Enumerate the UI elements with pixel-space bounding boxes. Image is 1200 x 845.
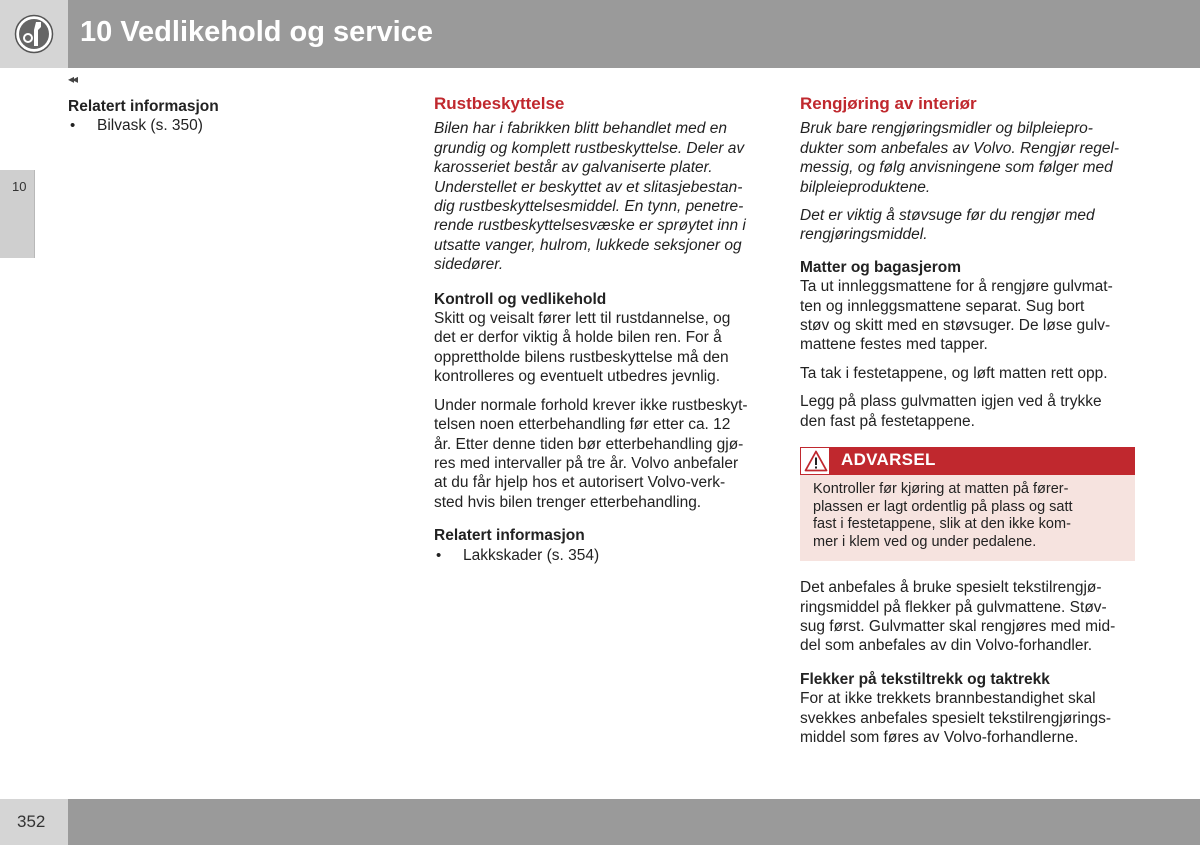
- wrench-service-icon: [14, 14, 54, 54]
- text-line: messig, og følg anvisningene som følger med: [800, 159, 1113, 177]
- text-line: mer i klem ved og under pedalene.: [813, 533, 1037, 550]
- matter-paragraph-3: [800, 392, 1135, 431]
- page-footer: [0, 799, 1200, 845]
- subheading-matter: Matter og bagasjerom: [800, 258, 962, 276]
- chapter-tab[interactable]: [0, 170, 35, 258]
- warning-triangle-icon: [804, 450, 828, 472]
- text-line: opprettholde bilens rustbeskyttelse må den: [434, 348, 729, 366]
- rengjoring-intro-paragraph-1: [800, 119, 1135, 197]
- text-line: år. Etter denne tiden bør etterbehandling gjø-: [434, 435, 744, 453]
- text-line: Ta ut innleggsmattene for å rengjøre gulvmat-: [800, 278, 1113, 296]
- warning-box: [800, 447, 1135, 561]
- text-line: at du får hjelp hos et autorisert Volvo-verk-: [434, 474, 726, 492]
- text-line: svekkes anbefales spesielt tekstilrengjørings-: [800, 709, 1111, 727]
- back-arrows-icon[interactable]: ◂◂: [68, 72, 77, 86]
- header-icon-box: [0, 0, 68, 68]
- text-line: Kontroller før kjøring at matten på fører-: [813, 481, 1069, 498]
- warning-title: ADVARSEL: [841, 450, 936, 470]
- kontroll-paragraph-2: [434, 396, 764, 512]
- text-line: den fast på festetappene.: [800, 412, 975, 430]
- text-line: For at ikke trekkets brannbestandighet skal: [800, 690, 1096, 708]
- text-line: karosseriet består av galvaniserte plater.: [434, 159, 713, 177]
- warning-header: [800, 447, 1135, 475]
- text-line: sidedører.: [434, 256, 504, 274]
- page-number-box: [0, 799, 68, 845]
- section-title-rustbeskyttelse: Rustbeskyttelse: [434, 94, 565, 113]
- text-line: støv og skitt med en støvsuger. De løse gulv-: [800, 317, 1111, 335]
- text-line: del som anbefales av din Volvo-forhandler.: [800, 637, 1093, 655]
- text-line: grundig og komplett rustbeskyttelse. Deler av: [434, 139, 745, 157]
- text-line: res med intervaller på tre år. Volvo anbefaler: [434, 454, 739, 472]
- section-title-rengjoring: Rengjøring av interiør: [800, 94, 977, 113]
- text-line: sug først. Gulvmatter skal rengjøres med mid-: [800, 617, 1116, 635]
- subheading-kontroll: Kontroll og vedlikehold: [434, 290, 607, 308]
- text-line: Det anbefales å bruke spesielt tekstilrengjø-: [800, 579, 1102, 597]
- related-info-link[interactable]: • Lakkskader (s. 354): [434, 546, 764, 565]
- text-line: dig rustbeskyttelsesmiddel. En tynn, penetre-: [434, 198, 744, 216]
- related-info-link[interactable]: • Bilvask (s. 350): [68, 116, 368, 135]
- flekker-tekstiltrekk-paragraph: [800, 689, 1135, 747]
- text-line: dukter som anbefales av Volvo. Rengjør regel-: [800, 139, 1120, 157]
- text-line: Bilen har i fabrikken blitt behandlet med en: [434, 120, 727, 138]
- text-line: telsen noen etterbehandling før etter ca. 12: [434, 416, 731, 434]
- matter-paragraph-1: [800, 277, 1135, 355]
- page-number: 352: [17, 812, 46, 831]
- text-line: Skitt og veisalt fører lett til rustdannelse, og: [434, 310, 731, 328]
- text-line: sted hvis bilen trenger etterbehandling.: [434, 493, 702, 511]
- text-line: utsatte vanger, hulrom, lukkede seksjoner og: [434, 236, 742, 254]
- text-line: plassen er lagt ordentlig på plass og satt: [813, 498, 1073, 515]
- matter-paragraph-2: Ta tak i festetappene, og løft matten rett opp.: [800, 364, 1108, 382]
- text-line: fast i festetappene, slik at den ikke kom-: [813, 516, 1071, 533]
- rust-intro-paragraph: [434, 119, 764, 274]
- subheading-flekker-tekstiltrekk: Flekker på tekstiltrekk og taktrekk: [800, 670, 1050, 688]
- text-line: rende rustbeskyttelsesvæske er sprøytet inn i: [434, 217, 746, 235]
- text-line: Under normale forhold krever ikke rustbeskyt-: [434, 396, 748, 414]
- chapter-tab-label: 10: [12, 179, 27, 194]
- text-line: Bruk bare rengjøringsmidler og bilpleiepro-: [800, 120, 1093, 138]
- rengjoring-intro-paragraph-2: [800, 206, 1135, 245]
- related-info-list: [434, 546, 764, 565]
- warning-icon-box: [800, 447, 830, 475]
- page-header: [0, 0, 1200, 68]
- text-line: rengjøringsmiddel.: [800, 226, 928, 244]
- text-line: bilpleieproduktene.: [800, 178, 931, 196]
- text-line: mattene festes med tapper.: [800, 336, 988, 354]
- text-line: Legg på plass gulvmatten igjen ved å trykke: [800, 393, 1102, 411]
- text-line: middel som føres av Volvo-forhandlerne.: [800, 728, 1079, 746]
- text-line: det er derfor viktig å holde bilen ren. For å: [434, 329, 722, 347]
- warning-body: [800, 475, 1135, 561]
- flekker-gulvmatter-paragraph: [800, 578, 1135, 656]
- text-line: kontrolleres og eventuelt utbedres jevnlig.: [434, 368, 721, 386]
- column-left: [68, 94, 368, 136]
- column-middle: [434, 94, 764, 565]
- related-info-list: [68, 116, 368, 135]
- chapter-title: 10 Vedlikehold og service: [80, 16, 433, 48]
- text-line: ten og innleggsmattene separat. Sug bort: [800, 297, 1085, 315]
- text-line: ringsmiddel på flekker på gulvmattene. Støv-: [800, 598, 1107, 616]
- text-line: Det er viktig å støvsuge før du rengjør med: [800, 207, 1095, 225]
- related-info-heading: Relatert informasjon: [68, 98, 219, 115]
- related-info-heading: Relatert informasjon: [434, 527, 585, 545]
- text-line: Understellet er beskyttet av et slitasjebestan-: [434, 178, 743, 196]
- column-right: [800, 94, 1135, 747]
- kontroll-paragraph-1: [434, 309, 764, 387]
